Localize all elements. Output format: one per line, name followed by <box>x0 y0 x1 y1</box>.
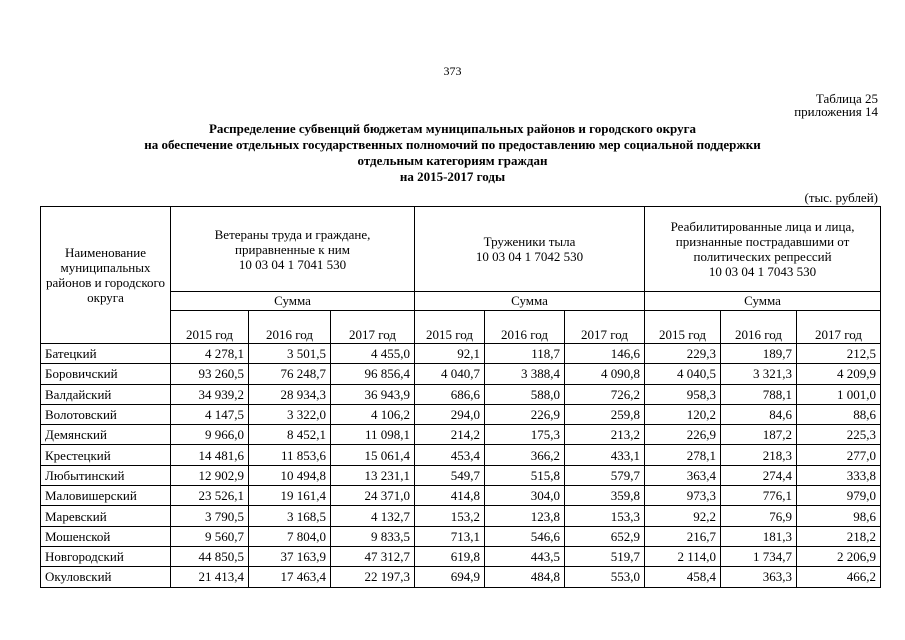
amount-cell: 443,5 <box>485 546 565 566</box>
amount-cell: 92,2 <box>645 506 721 526</box>
sum-header: Сумма <box>645 292 881 311</box>
amount-cell: 36 943,9 <box>331 384 415 404</box>
amount-cell: 13 231,1 <box>331 465 415 485</box>
amount-cell: 76,9 <box>721 506 797 526</box>
sum-header: Сумма <box>415 292 645 311</box>
district-name: Крестецкий <box>41 445 171 465</box>
units-label: (тыс. рублей) <box>804 190 878 205</box>
amount-cell: 3 322,0 <box>249 404 331 424</box>
appendix-label: приложения 14 <box>794 104 878 119</box>
amount-cell: 713,1 <box>415 526 485 546</box>
amount-cell: 118,7 <box>485 344 565 364</box>
amount-cell: 3 790,5 <box>171 506 249 526</box>
amount-cell: 294,0 <box>415 404 485 424</box>
amount-cell: 274,4 <box>721 465 797 485</box>
sum-header: Сумма <box>171 292 415 311</box>
amount-cell: 15 061,4 <box>331 445 415 465</box>
amount-cell: 333,8 <box>797 465 881 485</box>
amount-cell: 84,6 <box>721 404 797 424</box>
amount-cell: 218,2 <box>797 526 881 546</box>
amount-cell: 44 850,5 <box>171 546 249 566</box>
district-name: Маревский <box>41 506 171 526</box>
budget-code: 10 03 04 1 7041 530 <box>238 256 347 272</box>
amount-cell: 588,0 <box>485 384 565 404</box>
amount-cell: 9 966,0 <box>171 425 249 445</box>
amount-cell: 23 526,1 <box>171 486 249 506</box>
amount-cell: 277,0 <box>797 445 881 465</box>
amount-cell: 14 481,6 <box>171 445 249 465</box>
amount-cell: 652,9 <box>565 526 645 546</box>
amount-cell: 47 312,7 <box>331 546 415 566</box>
amount-cell: 24 371,0 <box>331 486 415 506</box>
amount-cell: 4 090,8 <box>565 364 645 384</box>
subvention-table <box>40 206 881 588</box>
amount-cell: 4 040,5 <box>645 364 721 384</box>
amount-cell: 9 833,5 <box>331 526 415 546</box>
amount-cell: 22 197,3 <box>331 567 415 587</box>
district-name: Маловишерский <box>41 486 171 506</box>
amount-cell: 225,3 <box>797 425 881 445</box>
amount-cell: 363,4 <box>645 465 721 485</box>
amount-cell: 34 939,2 <box>171 384 249 404</box>
amount-cell: 2 206,9 <box>797 546 881 566</box>
district-name: Новгородский <box>41 546 171 566</box>
table-row <box>41 486 881 506</box>
amount-cell: 519,7 <box>565 546 645 566</box>
amount-cell: 466,2 <box>797 567 881 587</box>
table-row <box>41 364 881 384</box>
amount-cell: 788,1 <box>721 384 797 404</box>
amount-cell: 181,3 <box>721 526 797 546</box>
amount-cell: 11 098,1 <box>331 425 415 445</box>
amount-cell: 187,2 <box>721 425 797 445</box>
amount-cell: 189,7 <box>721 344 797 364</box>
year-header: 2016 год <box>249 311 331 344</box>
district-name: Боровичский <box>41 364 171 384</box>
amount-cell: 776,1 <box>721 486 797 506</box>
amount-cell: 12 902,9 <box>171 465 249 485</box>
document-title <box>0 121 905 185</box>
amount-cell: 4 147,5 <box>171 404 249 424</box>
title-line: на обеспечение отдельных государственных полномочий по предоставлению мер социальной поддержки <box>144 137 761 152</box>
year-header: 2017 год <box>331 311 415 344</box>
table-reference <box>794 92 878 118</box>
amount-cell: 686,6 <box>415 384 485 404</box>
amount-cell: 3 168,5 <box>249 506 331 526</box>
amount-cell: 958,3 <box>645 384 721 404</box>
amount-cell: 98,6 <box>797 506 881 526</box>
title-line: Распределение субвенций бюджетам муниципальных районов и городского округа <box>208 121 697 136</box>
year-header: 2015 год <box>171 311 249 344</box>
district-name: Волотовский <box>41 404 171 424</box>
amount-cell: 9 560,7 <box>171 526 249 546</box>
district-name: Батецкий <box>41 344 171 364</box>
group-header-veterans <box>171 207 415 292</box>
page-number: 373 <box>443 64 462 78</box>
amount-cell: 553,0 <box>565 567 645 587</box>
table-row <box>41 506 881 526</box>
amount-cell: 414,8 <box>415 486 485 506</box>
amount-cell: 363,3 <box>721 567 797 587</box>
amount-cell: 226,9 <box>485 404 565 424</box>
amount-cell: 76 248,7 <box>249 364 331 384</box>
amount-cell: 433,1 <box>565 445 645 465</box>
amount-cell: 11 853,6 <box>249 445 331 465</box>
amount-cell: 96 856,4 <box>331 364 415 384</box>
amount-cell: 304,0 <box>485 486 565 506</box>
amount-cell: 10 494,8 <box>249 465 331 485</box>
table-row <box>41 546 881 566</box>
year-header: 2015 год <box>645 311 721 344</box>
group-header-rehabilitated <box>645 207 881 292</box>
amount-cell: 3 501,5 <box>249 344 331 364</box>
amount-cell: 153,3 <box>565 506 645 526</box>
amount-cell: 4 455,0 <box>331 344 415 364</box>
district-name: Окуловский <box>41 567 171 587</box>
amount-cell: 19 161,4 <box>249 486 331 506</box>
amount-cell: 120,2 <box>645 404 721 424</box>
table-row <box>41 344 881 364</box>
year-header: 2016 год <box>485 311 565 344</box>
amount-cell: 1 734,7 <box>721 546 797 566</box>
district-name: Валдайский <box>41 384 171 404</box>
group-title: Ветераны труда и граждане, приравненные к ним <box>214 226 371 257</box>
amount-cell: 259,8 <box>565 404 645 424</box>
amount-cell: 2 114,0 <box>645 546 721 566</box>
amount-cell: 278,1 <box>645 445 721 465</box>
district-name: Мошенской <box>41 526 171 546</box>
amount-cell: 123,8 <box>485 506 565 526</box>
amount-cell: 226,9 <box>645 425 721 445</box>
column-header-name: Наименование муниципальных районов и городского округа <box>41 207 171 344</box>
amount-cell: 694,9 <box>415 567 485 587</box>
amount-cell: 175,3 <box>485 425 565 445</box>
amount-cell: 3 388,4 <box>485 364 565 384</box>
table-row <box>41 567 881 587</box>
amount-cell: 546,6 <box>485 526 565 546</box>
amount-cell: 21 413,4 <box>171 567 249 587</box>
title-line: отдельным категориям граждан <box>357 153 548 168</box>
amount-cell: 549,7 <box>415 465 485 485</box>
amount-cell: 726,2 <box>565 384 645 404</box>
amount-cell: 153,2 <box>415 506 485 526</box>
table-row <box>41 425 881 445</box>
amount-cell: 359,8 <box>565 486 645 506</box>
amount-cell: 4 209,9 <box>797 364 881 384</box>
amount-cell: 973,3 <box>645 486 721 506</box>
group-title: Труженики тыла <box>483 234 576 249</box>
amount-cell: 7 804,0 <box>249 526 331 546</box>
group-header-home-front <box>415 207 645 292</box>
amount-cell: 93 260,5 <box>171 364 249 384</box>
amount-cell: 366,2 <box>485 445 565 465</box>
year-header: 2017 год <box>565 311 645 344</box>
amount-cell: 1 001,0 <box>797 384 881 404</box>
year-header: 2017 год <box>797 311 881 344</box>
amount-cell: 216,7 <box>645 526 721 546</box>
amount-cell: 453,4 <box>415 445 485 465</box>
amount-cell: 579,7 <box>565 465 645 485</box>
amount-cell: 484,8 <box>485 567 565 587</box>
amount-cell: 88,6 <box>797 404 881 424</box>
amount-cell: 4 278,1 <box>171 344 249 364</box>
district-name: Демянский <box>41 425 171 445</box>
amount-cell: 515,8 <box>485 465 565 485</box>
budget-code: 10 03 04 1 7042 530 <box>475 249 584 264</box>
amount-cell: 229,3 <box>645 344 721 364</box>
table-row <box>41 465 881 485</box>
amount-cell: 28 934,3 <box>249 384 331 404</box>
amount-cell: 212,5 <box>797 344 881 364</box>
amount-cell: 92,1 <box>415 344 485 364</box>
amount-cell: 3 321,3 <box>721 364 797 384</box>
amount-cell: 37 163,9 <box>249 546 331 566</box>
table-row <box>41 404 881 424</box>
title-line: на 2015-2017 годы <box>399 169 506 184</box>
amount-cell: 619,8 <box>415 546 485 566</box>
table-label: Таблица 25 <box>815 91 878 106</box>
table-body <box>41 344 881 588</box>
amount-cell: 214,2 <box>415 425 485 445</box>
amount-cell: 4 106,2 <box>331 404 415 424</box>
year-header: 2016 год <box>721 311 797 344</box>
year-header: 2015 год <box>415 311 485 344</box>
table-row <box>41 384 881 404</box>
district-name: Любытинский <box>41 465 171 485</box>
budget-code: 10 03 04 1 7043 530 <box>708 264 817 279</box>
amount-cell: 8 452,1 <box>249 425 331 445</box>
amount-cell: 979,0 <box>797 486 881 506</box>
amount-cell: 4 040,7 <box>415 364 485 384</box>
table-row <box>41 445 881 465</box>
amount-cell: 146,6 <box>565 344 645 364</box>
amount-cell: 4 132,7 <box>331 506 415 526</box>
amount-cell: 458,4 <box>645 567 721 587</box>
amount-cell: 213,2 <box>565 425 645 445</box>
amount-cell: 218,3 <box>721 445 797 465</box>
amount-cell: 17 463,4 <box>249 567 331 587</box>
table-row <box>41 526 881 546</box>
group-title: Реабилитированные лица и лица, признанные пострадавшими от политических репрессий <box>670 219 855 264</box>
